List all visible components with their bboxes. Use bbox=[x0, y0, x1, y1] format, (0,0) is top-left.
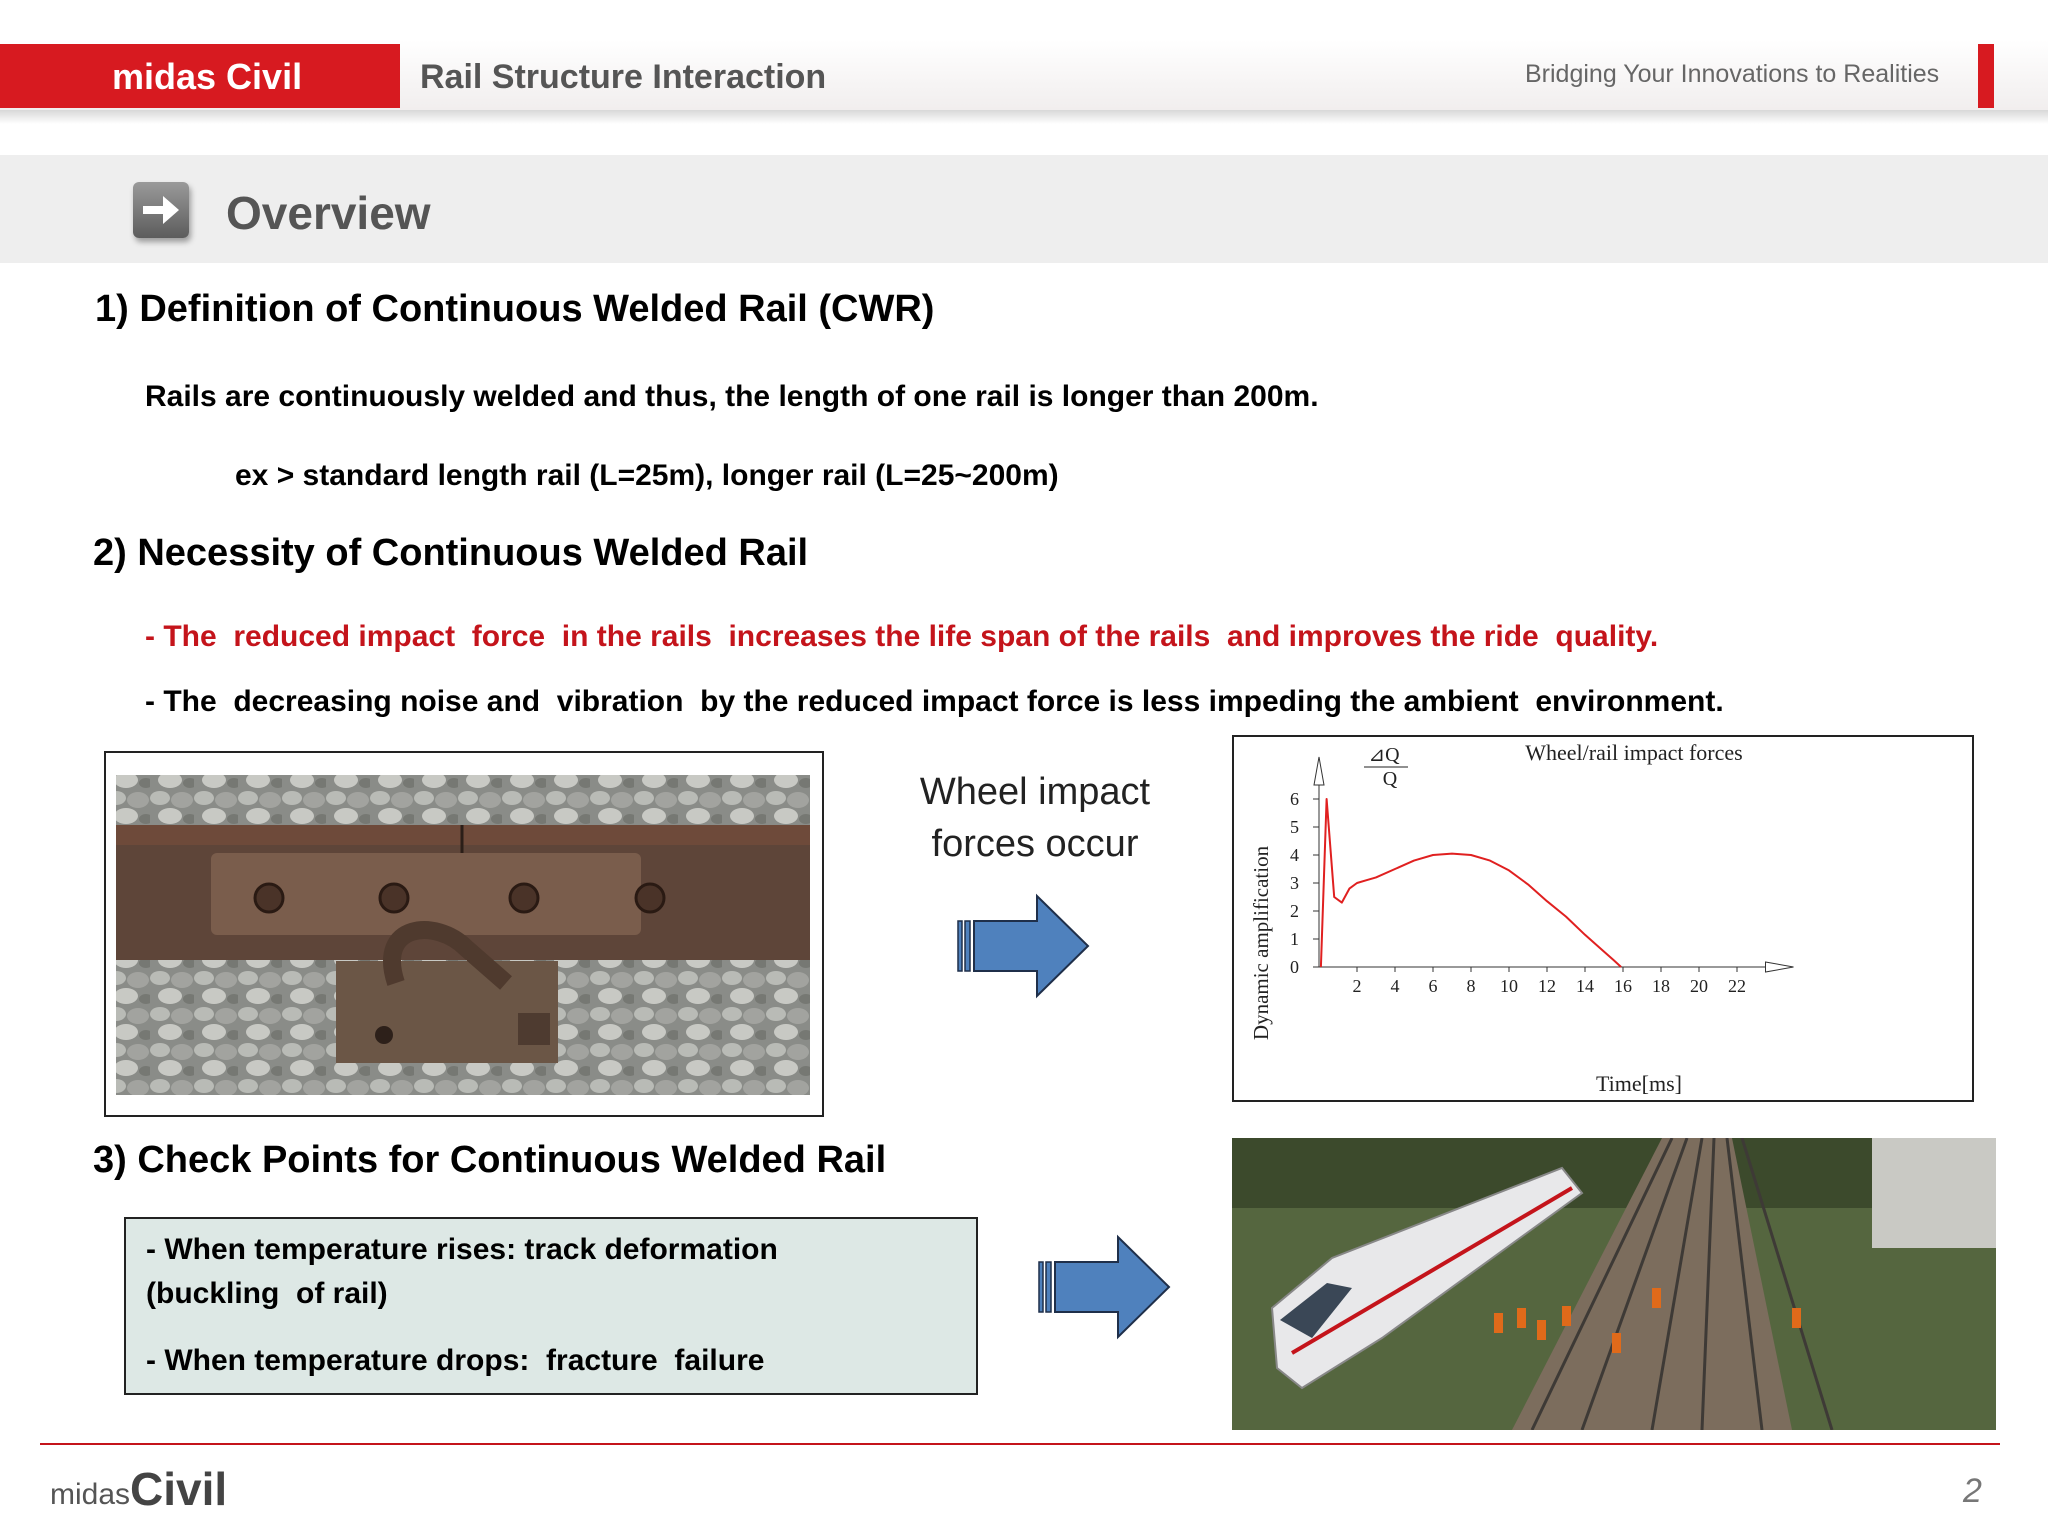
chart-x-tick-label: 16 bbox=[1614, 976, 1632, 996]
check-points-box bbox=[124, 1217, 978, 1395]
check-item-1-line-2: (buckling of rail) bbox=[146, 1277, 388, 1310]
check-item-1-line-1: - When temperature rises: track deformation bbox=[146, 1233, 778, 1266]
chart-x-tick-label: 14 bbox=[1576, 976, 1594, 996]
footer-rule bbox=[40, 1443, 2000, 1445]
chart-ratio-denominator: Q bbox=[1382, 768, 1398, 790]
chart-y-axis-arrow bbox=[1314, 757, 1324, 785]
chart-x-label: Time[ms] bbox=[1596, 1071, 1682, 1096]
presentation-title: Rail Structure Interaction bbox=[420, 58, 827, 96]
impact-label-line-2: forces occur bbox=[931, 823, 1139, 865]
impact-label-line-1: Wheel impact bbox=[919, 771, 1151, 813]
chart-x-tick-label: 6 bbox=[1428, 976, 1438, 996]
chart-x-tick-label: 20 bbox=[1690, 976, 1708, 996]
chart-y-label: Dynamic amplification bbox=[1249, 845, 1273, 1041]
check-item-2: - When temperature drops: fracture failure bbox=[146, 1344, 765, 1377]
chart-x-axis-arrow bbox=[1766, 962, 1794, 972]
chart-series-line bbox=[1321, 799, 1621, 967]
chart-y-tick-label: 5 bbox=[1290, 817, 1299, 837]
chart-y-tick-label: 2 bbox=[1290, 901, 1299, 921]
chart-y-tick-label: 3 bbox=[1290, 873, 1299, 893]
footer-logo-civil: Civil bbox=[130, 1463, 228, 1515]
chart-x-tick-label: 10 bbox=[1500, 976, 1518, 996]
example-text: ex > standard length rail (L=25m), longer rail (L=25~200m) bbox=[235, 459, 1059, 492]
rail-joint-photo bbox=[104, 751, 824, 1117]
tagline: Bridging Your Innovations to Realities bbox=[1525, 60, 1940, 88]
arrow-right-icon bbox=[133, 182, 189, 238]
block-arrow-right-icon bbox=[955, 893, 1091, 999]
brand-name: midas Civil bbox=[112, 56, 303, 97]
chart-title: Wheel/rail impact forces bbox=[1525, 740, 1743, 765]
header-shadow bbox=[0, 110, 2048, 124]
chart-y-tick-label: 0 bbox=[1290, 957, 1299, 977]
definition-text: Rails are continuously welded and thus, the length of one rail is longer than 200m. bbox=[145, 380, 1319, 413]
impact-force-chart bbox=[1232, 735, 1974, 1102]
derailment-photo bbox=[1232, 1138, 1996, 1430]
chart-x-tick-label: 2 bbox=[1352, 976, 1362, 996]
chart-y-tick-label: 1 bbox=[1290, 929, 1299, 949]
necessity-bullet-1: - The reduced impact force in the rails increases the life span of the rails and improves the ride quality. bbox=[145, 620, 1659, 653]
impact-arrow-label bbox=[880, 766, 1190, 870]
chart-x-tick-label: 8 bbox=[1466, 976, 1476, 996]
footer-logo-midas: midas bbox=[50, 1478, 131, 1511]
chart-y-tick-label: 4 bbox=[1290, 845, 1299, 865]
chart-x-tick-label: 12 bbox=[1538, 976, 1556, 996]
necessity-bullet-2: - The decreasing noise and vibration by the reduced impact force is less impeding the ambient environment. bbox=[145, 685, 1724, 718]
block-arrow-right-icon bbox=[1036, 1234, 1172, 1340]
heading-cwr-necessity: 2) Necessity of Continuous Welded Rail bbox=[93, 532, 809, 574]
chart-y-tick-label: 6 bbox=[1290, 789, 1299, 809]
heading-check-points: 3) Check Points for Continuous Welded Rail bbox=[93, 1139, 887, 1181]
chart-ratio-numerator: ⊿Q bbox=[1368, 744, 1400, 766]
page-number: 2 bbox=[1963, 1472, 1982, 1510]
header-accent-bar bbox=[1978, 44, 1994, 108]
chart-x-tick-label: 18 bbox=[1652, 976, 1670, 996]
section-title: Overview bbox=[226, 187, 431, 239]
heading-cwr-definition: 1) Definition of Continuous Welded Rail (CWR) bbox=[95, 288, 935, 330]
chart-svg bbox=[1234, 737, 1972, 1100]
chart-x-tick-label: 4 bbox=[1390, 976, 1400, 996]
chart-x-tick-label: 22 bbox=[1728, 976, 1746, 996]
